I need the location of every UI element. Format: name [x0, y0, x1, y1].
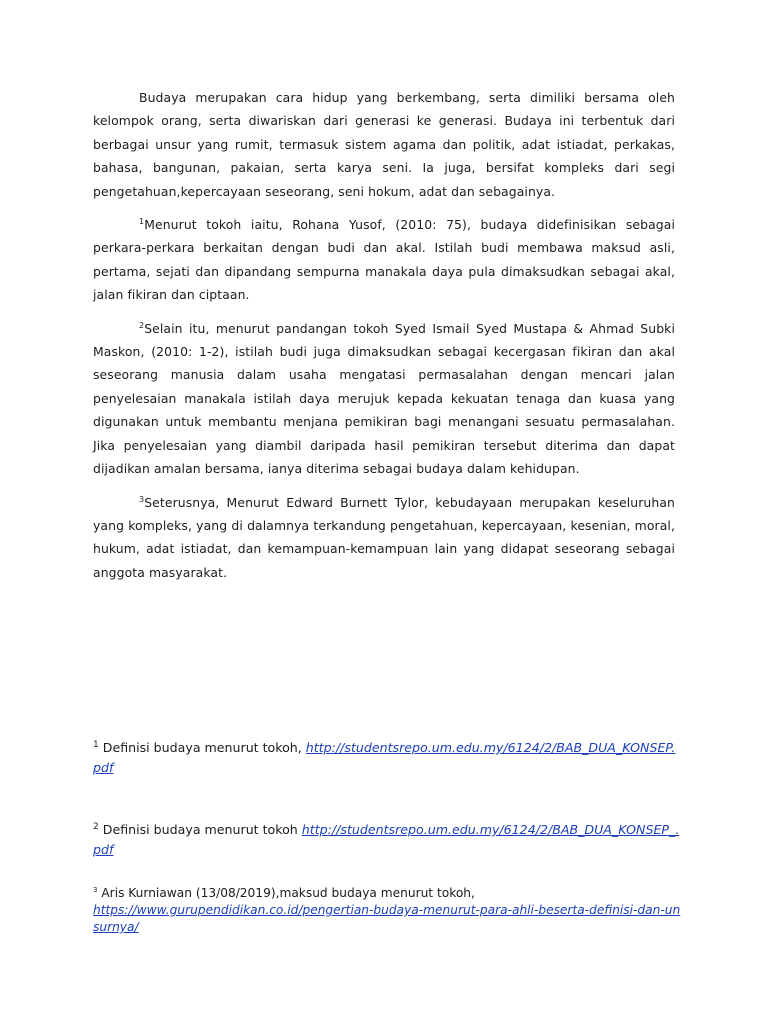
- paragraph-intro: [93, 86, 675, 203]
- paragraph-text: Seterusnya, Menurut Edward Burnett Tylor, kebudayaan merupakan keseluruhan yang kompleks, yang di dalamnya terkandung pengetahuan, kepercayaan, kesenian, moral, hukum, adat istiadat, dan kemampuan-kemampuan lain yang didapat seseorang sebagai anggota masyarakat.: [93, 494, 675, 580]
- footnote-marker: 3: [93, 885, 98, 894]
- footnote-1: [93, 738, 683, 778]
- footnote-3: [93, 885, 683, 936]
- paragraph-rohana-yusof: [93, 213, 675, 307]
- footnote-link[interactable]: http://studentsrepo.um.edu.my/6124/2/BAB_DUA_KONSEP.pdf: [93, 740, 676, 775]
- body-text: [93, 86, 675, 594]
- paragraph-text: Budaya merupakan cara hidup yang berkembang, serta dimiliki bersama oleh kelompok orang, serta diwariskan dari generasi ke generasi. Budaya ini terbentuk dari berbagai unsur yang rumit, termasuk sistem agama dan politik, adat istiadat, perkakas, bahasa, bangunan, pakaian, serta karya seni. Ia juga, bersifat kompleks dari segi pengetahuan,kepercayaan seseorang, seni hokum, adat dan sebagainya.: [93, 90, 675, 199]
- footnote-marker: 2: [93, 821, 99, 832]
- paragraph-text: Selain itu, menurut pandangan tokoh Syed Ismail Syed Mustapa & Ahmad Subki Maskon, (2010: 1-2), istilah budi juga dimaksudkan sebagai kecergasan fikiran dan akal seseorang manusia dalam usaha mengatasi permasalahan dengan mencari jalan penyelesaian manakala istilah daya merujuk kepada kekuatan tenaga dan kuasa yang digunakan untuk membantu menjana pemikiran bagi menangani sesuatu permasalahan. Jika penyelesaian yang diambil daripada hasil pemikiran tersebut diterima dan dapat dijadikan amalan bersama, ianya diterima sebagai budaya dalam kehidupan.: [93, 320, 675, 477]
- footnote-text: Definisi budaya menurut tokoh: [102, 822, 302, 837]
- footnote-reference[interactable]: 1: [139, 216, 145, 226]
- footnote-2: [93, 820, 683, 860]
- paragraph-syed-ismail: [93, 317, 675, 481]
- footnote-text: Definisi budaya menurut tokoh,: [102, 740, 306, 755]
- footnote-link[interactable]: http://studentsrepo.um.edu.my/6124/2/BAB_DUA_KONSEP_.pdf: [93, 822, 680, 857]
- footnote-marker: 1: [93, 739, 99, 750]
- paragraph-tylor: [93, 491, 675, 585]
- footnote-reference[interactable]: 3: [139, 494, 145, 504]
- footnote-link[interactable]: https://www.gurupendidikan.co.id/pengertian-budaya-menurut-para-ahli-beserta-definisi-dan-unsurnya/: [93, 903, 681, 934]
- footnote-reference[interactable]: 2: [139, 320, 145, 330]
- footnote-text: Aris Kurniawan (13/08/2019),maksud budaya menurut tokoh,: [101, 886, 475, 900]
- paragraph-text: Menurut tokoh iaitu, Rohana Yusof, (2010: 75), budaya didefinisikan sebagai perkara-perkara berkaitan dengan budi dan akal. Istilah budi membawa maksud asli, pertama, sejati dan dipandang sempurna manakala daya pula dimaksudkan sebagai akal, jalan fikiran dan ciptaan.: [93, 217, 675, 303]
